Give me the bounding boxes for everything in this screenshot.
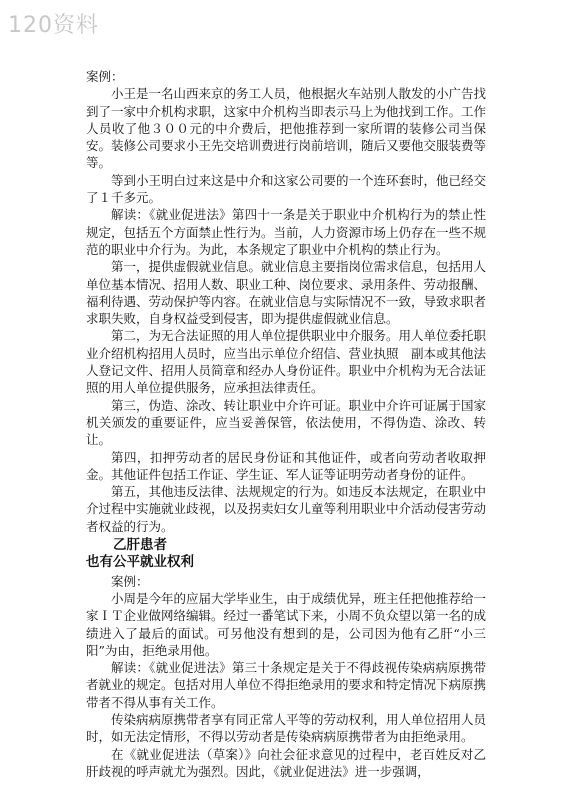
- paragraph: 传染病病原携带者享有同正常人平等的劳动权利，用人单位招用人员时，如无法定情形，不得以劳动者是传染病病原携带者为由拒绝录用。: [86, 711, 487, 745]
- section-heading: 也有公平就业权利: [86, 554, 194, 571]
- paragraph: 等到小王明白过来这是中介和这家公司要的一个连环套时，他已经交了１千多元。: [86, 172, 487, 206]
- paragraph: 第二，为无合法证照的用人单位提供职业中介服务。用人单位委托职业介绍机构招用人员时，应当出示单位介绍信、营业执照 副本或其他法人登记文件、招用人员简章和经办人身份证件。职业中介机构为无合法证照的用人单位提供服务，应承担法律责任。: [86, 328, 487, 396]
- watermark-logo: 120资料: [8, 13, 99, 38]
- case-label: 案例：: [86, 69, 124, 84]
- paragraph: 小王是一名山西来京的务工人员，他根据火车站别人散发的小广告找到了一家中介机构求职，这家中介机构当即表示马上为他找到工作。工作人员收了他３００元的中介费后，把他推荐到一家所谓的装修公司当保安。装修公司要求小王先交培训费进行岗前培训，随后又要他交服装费等等。: [86, 86, 487, 171]
- paragraph: 小周是今年的应届大学毕业生，由于成绩优异，班主任把他推荐给一家ＩＴ企业做网络编辑。经过一番笔试下来，小周不负众望以第一名的成绩进入了最后的面试。可另他没有想到的是，公司因为他有乙肝“小三阳”为由，拒绝录用他。: [86, 590, 487, 658]
- paragraph: 第一，提供虚假就业信息。就业信息主要指岗位需求信息，包括用人单位基本情况、招用人数、职业工种、岗位要求、录用条件、劳动报酬、福利待遇、劳动保护等内容。在就业信息与实际情况不一致，导致求职者求职失败，自身权益受到侵害，即为提供虚假就业信息。: [86, 259, 487, 327]
- paragraph: 解读：《就业促进法》第三十条规定是关于不得歧视传染病病原携带者就业的规定。包括对用人单位不得拒绝录用的要求和特定情况下病原携带者不得从事有关工作。: [86, 660, 487, 710]
- paragraph: 在《就业促进法（草案）》向社会征求意见的过程中，老百姓反对乙肝歧视的呼声就尤为强烈。因此，《就业促进法》进一步强调，: [86, 746, 486, 779]
- paragraph: 解读：《就业促进法》第四十一条是关于职业中介机构行为的禁止性规定，包括五个方面禁止性行为。当前，人力资源市场上仍存在一些不规范的职业中介行为。为此，本条规定了职业中介机构的禁止行为。: [86, 207, 487, 257]
- section-heading: 乙肝患者: [113, 537, 167, 554]
- paragraph: 第四，扣押劳动者的居民身份证和其他证件，或者向劳动者收取押金。其他证件包括工作证、学生证、军人证等证明劳动者身份的证件。: [86, 449, 486, 482]
- case-label: 案例：: [111, 573, 149, 589]
- document-page: [86, 68, 486, 780]
- paragraph: 第五，其他违反法律、法规规定的行为。如违反本法规定，在职业中介过程中实施就业歧视，以及拐卖妇女儿童等利用职业中介活动侵害劳动者权益的行为。: [86, 484, 487, 534]
- paragraph: 第三，伪造、涂改、转让职业中介许可证。职业中介许可证属于国家机关颁发的重要证件，应当妥善保管，依法使用，不得伪造、涂改、转让。: [86, 397, 487, 448]
